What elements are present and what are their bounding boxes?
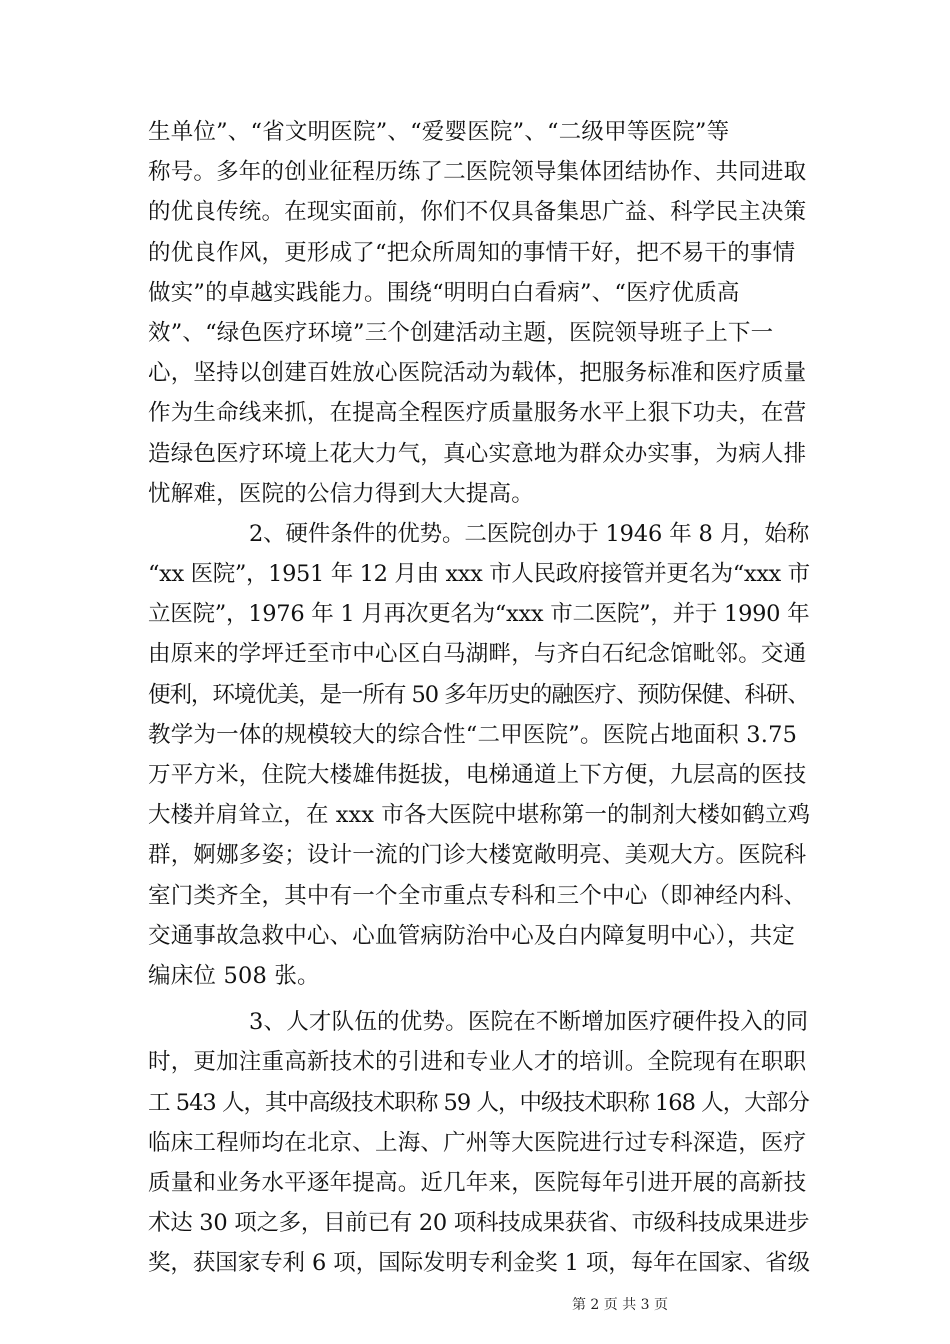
text-line: 作为生命线来抓，在提高全程医疗质量服务水平上狠下功夫，在营 [148, 400, 807, 427]
text-line: 做实”的卓越实践能力。围绕“明明白白看病”、“医疗优质高 [148, 279, 740, 306]
text-line: 效”、“绿色医疗环境”三个创建活动主题，医院领导班子上下一 [148, 319, 774, 346]
text-line: 由原来的学坪迁至市中心区白马湖畔，与齐白石纪念馆毗邻。交通 [148, 641, 807, 668]
text-line: 群，婀娜多姿；设计一流的门诊大楼宽敞明亮、美观大方。医院科 [148, 842, 807, 869]
text-line: 的优良作风，更形成了“把众所周知的事情干好，把不易干的事情 [148, 239, 796, 266]
page-indicator: 第 2 页 共 3 页 [571, 1297, 669, 1313]
text-line: 工 543 人，其中高级技术职称 59 人，中级技术职称 168 人，大部分 [148, 1089, 809, 1116]
text-line: 奖，获国家专利 6 项，国际发明专利金奖 1 项，每年在国家、省级 [148, 1250, 811, 1277]
text-line: 生单位”、“省文明医院”、“爱婴医院”、“二级甲等医院”等 [148, 119, 730, 145]
text-line: 便利，环境优美，是一所有 50 多年历史的融医疗、预防保健、科研、 [148, 681, 809, 708]
text-line: 教学为一体的规模较大的综合性“二甲医院”。医院占地面积 3.75 [148, 721, 798, 748]
document-body [148, 112, 810, 1283]
text-line: 交通事故急救中心、心血管病防治中心及白内障复明中心），共定 [148, 922, 796, 949]
text-line: 室门类齐全，其中有一个全市重点专科和三个中心（即神经内科、 [148, 882, 807, 909]
text-line: 立医院”，1976 年 1 月再次更名为“xxx 市二医院”，并于 1990 年 [148, 601, 810, 628]
text-line: 称号。多年的创业征程历练了二医院领导集体团结协作、共同进取 [148, 159, 807, 186]
page-footer [0, 1294, 950, 1314]
text-line: 大楼并肩耸立，在 xxx 市各大医院中堪称第一的制剂大楼如鹤立鸡 [148, 802, 811, 829]
text-line: 心，坚持以创建百姓放心医院活动为载体，把服务标准和医疗质量 [148, 360, 807, 387]
text-line: 编床位 508 张。 [148, 962, 320, 989]
paragraph [148, 112, 810, 514]
text-line: 临床工程师均在北京、上海、广州等大医院进行过专科深造，医疗 [148, 1129, 807, 1156]
paragraph [148, 514, 810, 996]
text-line: 造绿色医疗环境上花大力气，真心实意地为群众办实事，为病人排 [148, 440, 807, 467]
text-line: 时，更加注重高新技术的引进和专业人才的培训。全院现有在职职 [148, 1049, 807, 1076]
paragraph [148, 1002, 810, 1283]
text-line: 忧解难，医院的公信力得到大大提高。 [148, 480, 534, 507]
text-line: 万平方米，住院大楼雄伟挺拔，电梯通道上下方便，九层高的医技 [148, 762, 807, 788]
text-line: 3、人才队伍的优势。医院在不断增加医疗硬件投入的同 [249, 1009, 809, 1036]
text-line: 2、硬件条件的优势。二医院创办于 1946 年 8 月，始称 [249, 520, 810, 547]
text-line: 质量和业务水平逐年提高。近几年来，医院每年引进开展的高新技 [148, 1169, 807, 1196]
text-line: “xx 医院”，1951 年 12 月由 xxx 市人民政府接管并更名为“xxx 市 [148, 561, 810, 588]
text-line: 术达 30 项之多，目前已有 20 项科技成果获省、市级科技成果进步 [148, 1210, 810, 1237]
text-line: 的优良传统。在现实面前，你们不仅具备集思广益、科学民主决策 [148, 199, 807, 226]
